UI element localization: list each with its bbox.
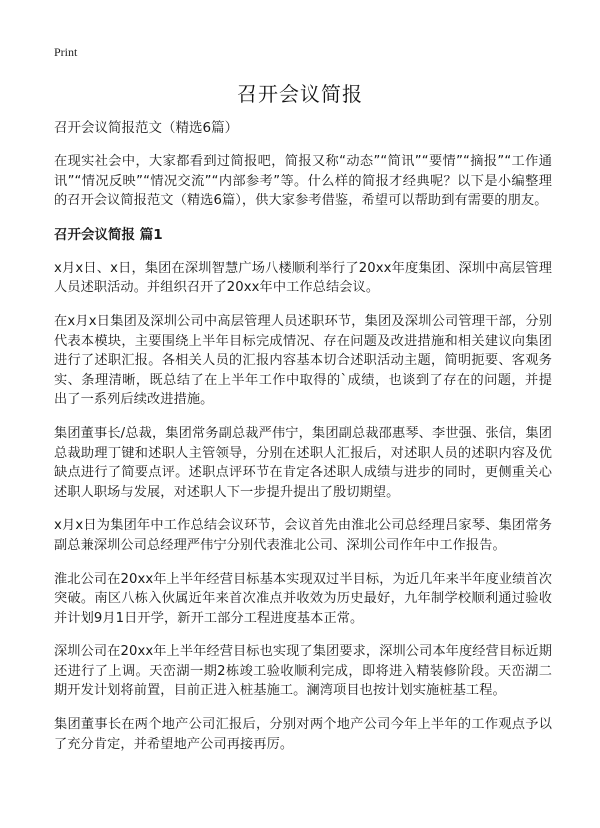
document-subtitle: 召开会议简报范文（精选6篇） [54,120,239,136]
section-1 [54,225,552,754]
paragraph: 淮北公司在20xx年上半年经营目标基本实现双过半目标，为近几年来半年度业绩首次突破。南区八栋入伙属近年来首次准点并收效为历史最好，九年制学校顺利通过验收并计划9月1日开学，新开工部分工程进度基本正常。 [54,571,552,626]
paragraph: x月x日、x日，集团在深圳智慧广场八楼顺利举行了20xx年度集团、深圳中高层管理人员述职活动。并组织召开了20xx年中工作总结会议。 [54,260,552,296]
section-heading: 召开会议简报 篇1 [54,226,163,243]
document-body [54,118,552,768]
paragraph: 集团董事长/总裁，集团常务副总裁严伟宁，集团副总裁邵惠琴、李世强、张信，集团总裁助理丁键和述职人主管领导，分别在述职人汇报后，对述职人员的述职内容及优缺点进行了简要点评。述职点评环节在肯定各述职人成绩与进步的同时，更侧重关心述职人职场与发展，对述职人下一步提升提出了殷切期望。 [54,425,552,500]
print-label[interactable]: Print [54,45,78,59]
paragraph: 深圳公司在20xx年上半年经营目标也实现了集团要求，深圳公司本年度经营目标近期还进行了上调。天峦湖一期2栋竣工验收顺利完成，即将进入精装修阶段。天峦湖二期开发计划将前置，目前正进入桩基施工。澜湾项目也按计划实施桩基工程。 [54,644,552,699]
document-title: 召开会议简报 [237,82,363,106]
intro-paragraph: 在现实社会中，大家都看到过简报吧，简报又称“动态”“简讯”“要情”“摘报”“工作通讯”“情况反映”“情况交流”“内部参考”等。什么样的简报才经典呢？以下是小编整理的召开会议简报范文（精选6篇），供大家参考借鉴，希望可以帮助到有需要的朋友。 [54,154,552,209]
paragraph: x月x日为集团年中工作总结会议环节，会议首先由淮北公司总经理吕家琴、集团常务副总兼深圳公司总经理严伟宁分别代表淮北公司、深圳公司作年中工作报告。 [54,518,552,553]
paragraph: 在x月x日集团及深圳公司中高层管理人员述职环节，集团及深圳公司管理干部，分别代表本模块，主要围绕上半年目标完成情况、存在问题及改进措施和相关建议向集团进行了述职汇报。各相关人员的汇报内容基本切合述职活动主题，简明扼要、客观务实、条理清晰，既总结了在上半年工作中取得的`成绩，也谈到了存在的问题，并提出了一系列后续改进措施。 [54,313,552,408]
paragraph: 集团董事长在两个地产公司汇报后，分别对两个地产公司今年上半年的工作观点予以了充分肯定，并希望地产公司再接再厉。 [54,717,552,752]
